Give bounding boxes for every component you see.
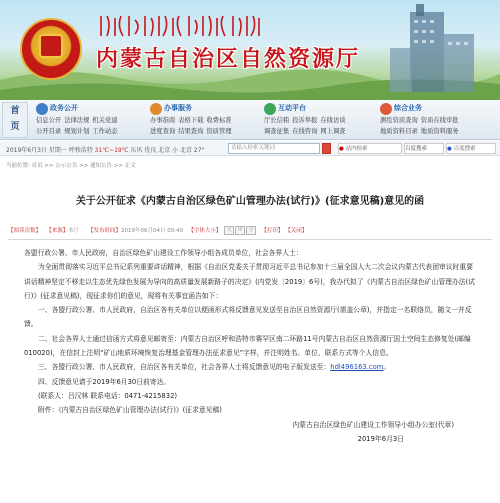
print-link[interactable]: 【打印】 (261, 228, 284, 234)
signature: 内蒙古自治区绿色矿山建设工作领导小组办公室(代章) (292, 420, 454, 429)
baidu-search-button[interactable] (404, 143, 444, 154)
source-label: 【来源】 (46, 228, 69, 234)
nav-home-button[interactable] (2, 102, 28, 138)
building-illustration (380, 4, 490, 96)
main-nav (0, 100, 500, 140)
baidu-paw-icon: ● (447, 146, 452, 152)
nav-link[interactable]: 测绘资质查询 (380, 117, 418, 124)
nav-link[interactable]: 投诉举报 (292, 117, 318, 124)
nav-link[interactable]: 信息公开 (36, 117, 62, 124)
briefcase-icon (36, 103, 48, 115)
nav-link[interactable]: 法律法规 (64, 117, 90, 124)
paragraph: 四、反馈意见请于2019年6月30日前寄达。 (38, 377, 171, 386)
nav-link[interactable]: 机关党建 (92, 117, 118, 124)
nav-link[interactable]: 网上调查 (320, 128, 346, 135)
nav-link[interactable]: 资质管理 (206, 128, 232, 135)
date-label: 【发布时间】 (88, 228, 122, 234)
nav-link[interactable]: 在线咨询 (292, 128, 318, 135)
nav-group-title[interactable]: 办事服务 (164, 104, 192, 112)
weather-location: 呼和浩特 (68, 147, 93, 154)
weather-temp: 31℃~19℃ (94, 147, 129, 154)
nav-link[interactable]: 资质在线审批 (420, 117, 459, 124)
baidu-logo-button[interactable] (446, 143, 496, 154)
nav-group-gov-affairs (36, 100, 146, 140)
weather-detail: 东风 优良 北京 小 北京 27° (130, 147, 205, 154)
nav-link[interactable]: 厅长信箱 (264, 117, 290, 124)
nav-link[interactable]: 表格下载 (178, 117, 204, 124)
paragraph: 为全面贯彻落实习近平总书记系列重要讲话精神，根据《自治区党委关于贯彻习近平总书记参加十三届全国人大二次会议内蒙古代表团审议时重要讲话精神坚定不移走以生态优先绿色发展为导向的高质量发展新路子的决定》(内党发〔2019〕6号)，我办代拟了《内蒙古自治区绿色矿山管理办法(试行)》(征求意见稿)，现征求你们的意见，现将有关事宜函告如下： (24, 263, 475, 300)
service-icon (150, 103, 162, 115)
source-value: 本厅 (68, 228, 80, 234)
reads-label: 【阅读次数】 (8, 228, 42, 234)
article-title: 关于公开征求《内蒙古自治区绿色矿山管理办法(试行)》(征求意见稿)意见的函 (75, 196, 425, 207)
baidu-search-label: 百度搜索 (405, 146, 428, 152)
paragraph: 一、各盟行政公署、市人民政府，自治区各有关单位以便函形式将反馈意见发送至自治区自然资源厅(需盖公章)，并指定一名联络员，随文一并反馈。 (24, 306, 472, 329)
nav-group-title[interactable]: 政务公开 (50, 104, 78, 112)
attachment-link[interactable]: 附件：《内蒙古自治区绿色矿山管理办法(试行)》(征求意见稿) (38, 406, 222, 415)
salutation: 各盟行政公署、市人民政府，自治区绿色矿山建设工作领导小组各成员单位，社会各界人士： (24, 249, 303, 257)
nav-link[interactable]: 进度查询 (150, 128, 176, 135)
email-intro: 三、各盟行政公署、市人民政府，自治区各有关单位，社会各界人士将反馈意见的电子版发送至： (38, 363, 331, 372)
font-size-label: 【字体大小】 (188, 228, 222, 234)
font-size-medium-button[interactable]: 中 (235, 226, 245, 235)
contact-line: (联系人：吕汉林 联系电话：0471-4215832) (38, 391, 178, 400)
font-size-large-button[interactable]: 大 (224, 226, 234, 235)
nav-link[interactable]: 收费标准 (206, 117, 232, 124)
nav-group-business (380, 100, 498, 140)
article-body (24, 246, 478, 446)
sign-date: 2019年6月3日 (357, 434, 404, 443)
nav-link[interactable]: 办事指南 (150, 117, 176, 124)
paragraph: 二、社会各界人士通过信函方式将意见邮寄至：内蒙古自治区呼和浩特市赛罕区南二环路11号内蒙古自治区自然资源厅国土空间生态修复处(邮编010020)，在信封上注明“矿山地质环境恢复治理基金管理办法征求意见”字样，并注明姓名、单位、联系方式等个人信息。 (24, 334, 471, 358)
email-suffix: 。 (383, 363, 391, 372)
date-weather (6, 145, 205, 154)
site-search-button[interactable] (338, 143, 402, 154)
current-date: 2019年6月3日 星期一 (6, 147, 67, 154)
home-label-2: 页 (10, 122, 20, 132)
national-emblem-icon (20, 18, 82, 80)
paragraph (24, 360, 478, 374)
nav-link[interactable]: 结果查询 (178, 128, 204, 135)
divider (8, 239, 492, 240)
breadcrumb: 当前位置: 首页 >> 公示公告 >> 通知公告 >> 正文 (6, 163, 136, 169)
nav-group-title[interactable]: 互动平台 (278, 104, 306, 112)
search-button[interactable] (322, 143, 331, 154)
info-bar (0, 141, 500, 156)
close-link[interactable]: 【关闭】 (285, 228, 308, 234)
home-label-1: 首 (10, 106, 20, 116)
font-size-small-button[interactable]: 小 (246, 226, 256, 235)
nav-group-interaction (264, 100, 374, 140)
nav-link[interactable]: 在线访谈 (320, 117, 346, 124)
nav-group-title[interactable]: 综合业务 (394, 104, 422, 112)
chat-icon (264, 103, 276, 115)
nav-link[interactable]: 地质资料服务 (420, 128, 459, 135)
publish-date: 2019年06月04日 09:40 (121, 228, 184, 234)
nav-link[interactable]: 调查征集 (264, 128, 290, 135)
nav-link[interactable]: 地质资料目录 (380, 128, 418, 135)
email-link[interactable]: hdl496163.com (330, 363, 384, 372)
nav-link[interactable]: 工作动态 (92, 128, 118, 135)
site-search-label: 站内检索 (345, 146, 368, 152)
mongolian-script-title (95, 12, 265, 40)
nav-link[interactable]: 公开目录 (36, 128, 62, 135)
globe-icon (380, 103, 392, 115)
nav-group-services (150, 100, 260, 140)
site-banner (0, 0, 500, 100)
site-title: 内蒙古自治区自然资源厅 (96, 46, 361, 72)
nav-link[interactable]: 规划计划 (64, 128, 90, 135)
search-icon: ● (339, 146, 344, 152)
search-input[interactable]: 请输入检索关键词 (228, 143, 320, 154)
article-meta (8, 225, 492, 237)
baidu-logo-label: 百度搜索 (453, 146, 476, 152)
